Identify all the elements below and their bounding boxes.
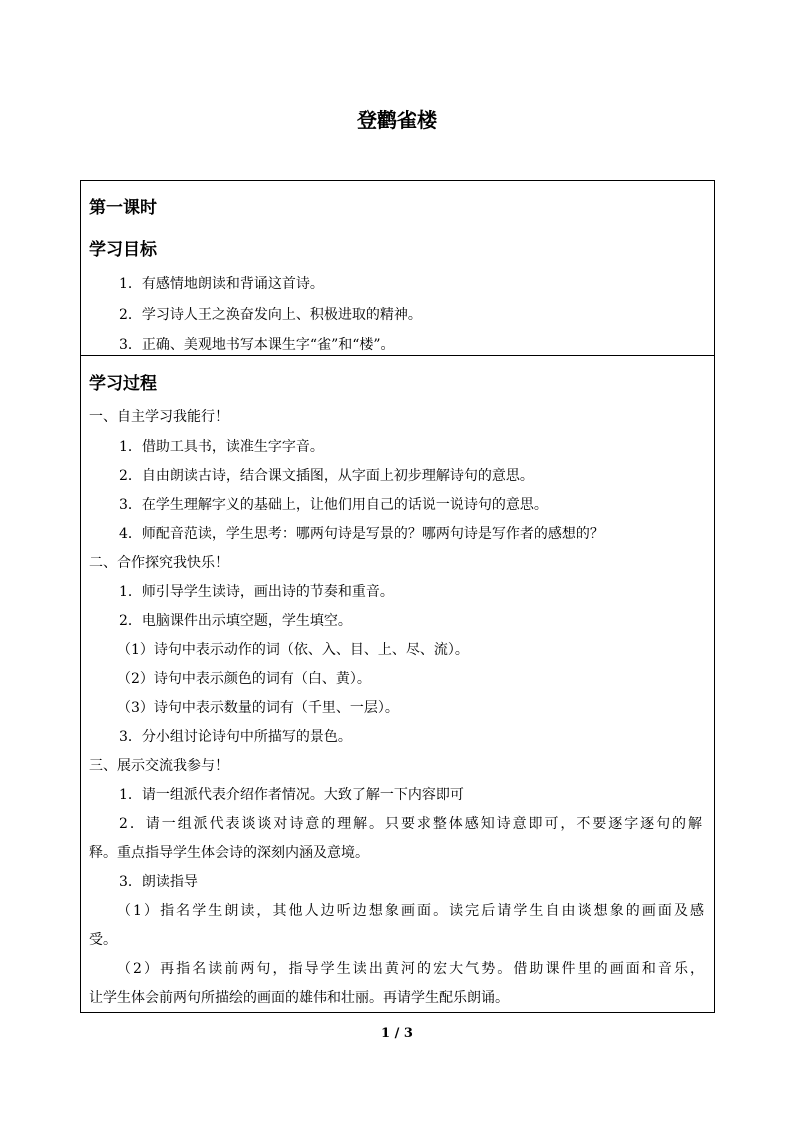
- goal-item: 3．正确、美观地书写本课生字“雀”和“楼”。: [119, 337, 395, 353]
- part1-item: 3．在学生理解字义的基础上，让他们用自己的话说一说诗句的意思。: [119, 497, 548, 513]
- part3-subitem-continuation: 受。: [89, 932, 117, 948]
- lesson-label: 第一课时: [89, 198, 157, 218]
- part1-item: 4．师配音范读，学生思考：哪两句诗是写景的？哪两句诗是写作者的感想的？: [119, 526, 604, 542]
- goals-cell: [81, 181, 714, 356]
- part3-subitem: （1）指名学生朗读，其他人边听边想象画面。读完后请学生自由谈想象的画面及感: [117, 903, 704, 919]
- part1-item: 2．自由朗读古诗，结合课文插图，从字面上初步理解诗句的意思。: [119, 468, 534, 484]
- part2-item: 2．电脑课件出示填空题，学生填空。: [119, 613, 352, 629]
- part2-subitem: （1）诗句中表示动作的词（依、入、目、上、尽、流）。: [117, 642, 469, 658]
- part3-item: 3．朗读指导: [119, 874, 198, 890]
- goals-heading: 学习目标: [89, 240, 157, 260]
- document-title: 登鹳雀楼: [357, 108, 437, 132]
- page-number: 1 / 3: [381, 1026, 413, 1041]
- part2-subitem: （2）诗句中表示颜色的词有（白、黄）。: [117, 671, 371, 687]
- process-heading: 学习过程: [89, 374, 157, 394]
- part1-item: 1．借助工具书，读准生字字音。: [119, 439, 324, 455]
- part2-item: 3．分小组讨论诗句中所描写的景色。: [119, 729, 352, 745]
- part1-title: 一、自主学习我能行！: [89, 409, 229, 425]
- part2-subitem: （3）诗句中表示数量的词有（千里、一层）。: [117, 700, 399, 716]
- part3-subitem: （2）再指名读前两句，指导学生读出黄河的宏大气势。借助课件里的画面和音乐，: [117, 961, 704, 977]
- part3-title: 三、展示交流我参与！: [89, 758, 229, 774]
- part3-subitem-continuation: 让学生体会前两句所描绘的画面的雄伟和壮丽。再请学生配乐朗诵。: [89, 990, 509, 1006]
- process-cell: [81, 356, 714, 1012]
- part3-item: 1．请一组派代表介绍作者情况。大致了解一下内容即可: [119, 787, 464, 803]
- goal-item: 2．学习诗人王之涣奋发向上、积极进取的精神。: [119, 307, 422, 323]
- part3-item-continuation: 释。重点指导学生体会诗的深刻内涵及意境。: [89, 845, 369, 861]
- part2-item: 1．师引导学生读诗，画出诗的节奏和重音。: [119, 584, 394, 600]
- lesson-plan-table: [80, 180, 715, 1013]
- goal-item: 1．有感情地朗读和背诵这首诗。: [119, 276, 324, 292]
- part2-title: 二、合作探究我快乐！: [89, 555, 229, 571]
- part3-item: 2．请一组派代表谈谈对诗意的理解。只要求整体感知诗意即可，不要逐字逐句的解: [119, 816, 702, 832]
